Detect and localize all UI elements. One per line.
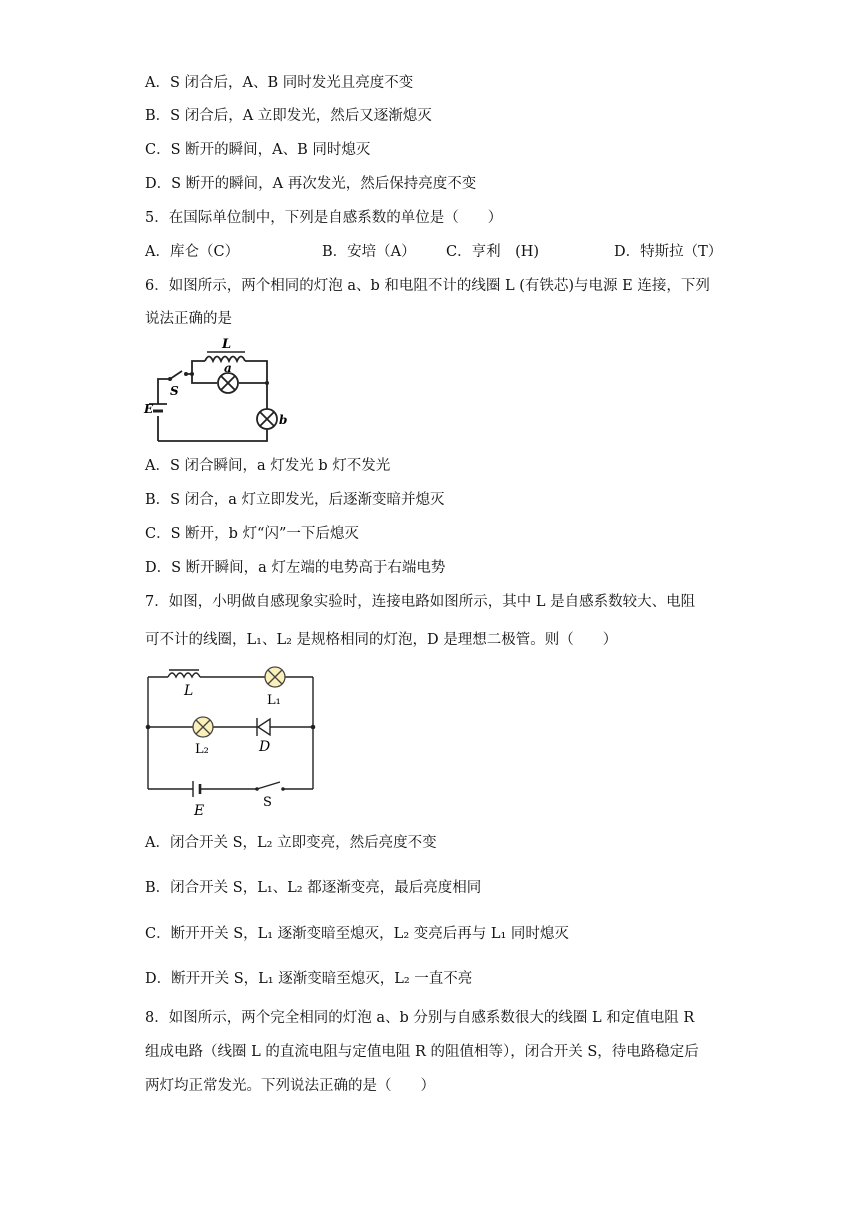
q7-option-d: D．断开开关 S，L₁ 逐渐变暗至熄灭，L₂ 一直不亮 — [145, 971, 473, 987]
q7-label-l: L — [184, 683, 194, 699]
q6-option-a: A．S 闭合瞬间，a 灯发光 b 灯不发光 — [145, 458, 391, 474]
q4-option-a: A．S 闭合后，A、B 同时发光且亮度不变 — [145, 75, 414, 91]
q6-label-b: b — [279, 413, 288, 427]
q6-option-c: C．S 断开，b 灯“闪”一下后熄灭 — [145, 526, 359, 542]
q5-option-c: C．亨利 (H) — [446, 244, 540, 260]
q6-label-a: a — [224, 361, 232, 375]
q6-option-d: D．S 断开瞬间，a 灯左端的电势高于右端电势 — [145, 560, 446, 576]
q8-stem-line1: 8．如图所示，两个完全相同的灯泡 a、b 分别与自感系数很大的线圈 L 和定值电阻 R — [145, 1010, 695, 1026]
q5-option-d: D．特斯拉（T） — [614, 244, 723, 260]
q7-label-s: S — [263, 795, 272, 810]
q7-label-e: E — [194, 803, 205, 819]
q6-option-b: B．S 闭合，a 灯立即发光，后逐渐变暗并熄灭 — [145, 492, 445, 508]
q7-option-c: C．断开开关 S，L₁ 逐渐变暗至熄灭，L₂ 变亮后再与 L₁ 同时熄灭 — [145, 926, 569, 942]
q7-option-b: B．闭合开关 S，L₁、L₂ 都逐渐变亮，最后亮度相同 — [145, 880, 482, 896]
q8-stem-line3: 两灯均正常发光。下列说法正确的是（ ） — [145, 1078, 435, 1094]
q7-label-d: D — [259, 739, 271, 755]
q7-stem-line2: 可不计的线圈，L₁、L₂ 是规格相同的灯泡，D 是理想二极管。则（ ） — [145, 632, 618, 648]
q4-option-b: B．S 闭合后，A 立即发光，然后又逐渐熄灭 — [145, 108, 432, 124]
q7-stem-line1: 7．如图，小明做自感现象实验时，连接电路如图所示，其中 L 是自感系数较大、电阻 — [145, 594, 696, 610]
q8-stem-line2: 组成电路（线圈 L 的直流电阻与定值电阻 R 的阻值相等），闭合开关 S，待电路稳定后 — [145, 1044, 699, 1060]
q6-label-e: E — [144, 402, 154, 416]
q4-option-d: D．S 断开的瞬间，A 再次发光，然后保持亮度不变 — [145, 176, 477, 192]
q6-label-l: L — [222, 337, 232, 352]
q6-label-s: S — [170, 384, 179, 398]
q5-option-a: A．库仑（C） — [145, 244, 240, 260]
q7-label-l2: L₂ — [195, 742, 209, 757]
q7-circuit-diagram — [140, 664, 325, 824]
q6-stem-line2: 说法正确的是 — [145, 311, 232, 327]
q4-option-c: C．S 断开的瞬间，A、B 同时熄灭 — [145, 142, 371, 158]
q5-option-b: B．安培（A） — [322, 244, 416, 260]
q6-stem-line1: 6．如图所示，两个相同的灯泡 a、b 和电阻不计的线圈 L (有铁芯)与电源 E 连接，下列 — [145, 278, 710, 294]
q7-option-a: A．闭合开关 S，L₂ 立即变亮，然后亮度不变 — [145, 835, 437, 851]
q6-circuit-diagram — [140, 336, 290, 448]
q5-stem: 5．在国际单位制中，下列是自感系数的单位是（ ） — [145, 210, 503, 226]
q7-label-l1: L₁ — [267, 693, 281, 708]
